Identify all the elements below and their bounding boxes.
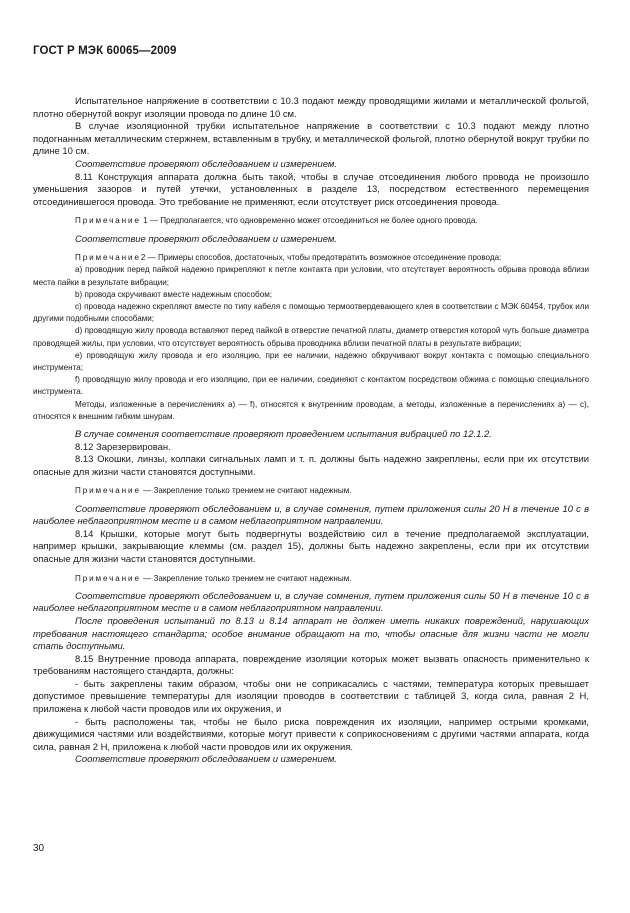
compliance-paragraph: Соответствие проверяют обследованием и измерением. bbox=[75, 158, 337, 170]
paragraph: В случае изоляционной трубки испытательное напряжение в соответствии с 10.3 подают между плотно подогнанным металлическим стержнем, вставленным в трубку, и металлической фольгой, плотно обернутой вокруг трубки по длине 10 см. bbox=[33, 121, 589, 158]
note-2 bbox=[33, 252, 589, 264]
note-label: Примечание bbox=[75, 486, 141, 496]
list-item: c) провода надежно скрепляют вместе по типу кабеля с помощью термоотвердевающего клея в соответствии с МЭК 60454, трубок или другими подобными способами; bbox=[33, 301, 589, 324]
list-item: d) проводящую жилу провода вставляют перед пайкой в отверстие печатной платы, диаметр отверстия которой чуть больше диаметра проводящей жилы, при условии, что отсутствует вероятность обрыва проводника вблизи печатной платы в результате вибрации; bbox=[33, 326, 589, 348]
compliance-paragraph: Соответствие проверяют обследованием и измерением. bbox=[75, 233, 337, 245]
list-item: a) проводник перед пайкой надежно прикрепляют к петле контакта при условии, что отсутствует вероятность обрыва провода вблизи места пайки в результате вибрации; bbox=[33, 265, 589, 287]
after-tests-paragraph: После проведения испытаний по 8.13 и 8.14 аппарат не должен иметь никаких повреждений, нарушающих требования настоящего стандарта; особое внимание обращают на то, чтобы опасные для жизни части не могли стать доступными. bbox=[33, 615, 589, 653]
note-text: — Закрепление только трением не считают надежным. bbox=[140, 486, 352, 496]
clause-8-11: 8.11 Конструкция аппарата должна быть такой, чтобы в случае отсоединения любого провода не произошло уменьшения зазоров и путей утечки, установленных в разделе 13, посредством естественного перемещения отсоединившегося провода. Это требование не применяют, если отсутствует риск отсоединения провода. bbox=[33, 171, 589, 208]
page-header: ГОСТ Р МЭК 60065—2009 bbox=[33, 45, 177, 57]
note-label: Примечание bbox=[75, 573, 141, 583]
clause-8-12: 8.12 Зарезервирован. bbox=[75, 441, 171, 453]
note-text: — Закрепление только трением не считают надежным. bbox=[140, 573, 352, 583]
methods-paragraph: Методы, изложенные в перечислениях а) — f), относятся к внутренним проводам, а методы, изложенные в перечислениях а) — с), относятся к внешним гибким шнурам. bbox=[33, 399, 589, 421]
note-text: 2 — Примеры способов, достаточных, чтобы предотвратить возможное отсоединение провода: bbox=[140, 253, 502, 263]
list-item: b) провода скручивают вместе надежным способом; bbox=[75, 289, 273, 299]
note-3 bbox=[33, 485, 589, 497]
paragraph: Испытательное напряжение в соответствии с 10.3 подают между проводящими жилами и металлической фольгой, плотно обернутой вокруг изоляции провода по длине 10 см. bbox=[33, 96, 589, 120]
compliance-paragraph: Соответствие проверяют обследованием и, в случае сомнения, путем приложения силы 20 Н в течение 10 с в наиболее неблагоприятном месте и в самом неблагоприятном направлении. bbox=[33, 503, 589, 528]
list-item: f) проводящую жилу провода и его изоляцию, при ее наличии, соединяют с контактом посредством обжима с помощью специального инструмента. bbox=[33, 375, 589, 397]
note-4 bbox=[33, 573, 589, 585]
body-text bbox=[33, 96, 589, 767]
note-1 bbox=[33, 215, 589, 227]
list-item: e) проводящую жилу провода и его изоляцию, при ее наличии, надежно обкручивают вокруг контакта с помощью специального инструмента; bbox=[33, 350, 589, 372]
requirement-item: - быть закреплены таким образом, чтобы они не соприкасались с частями, температура которых превышает допустимое превышение температуры для изоляции проводов в соответствии с таблицей 3, когда сила, равная 2 Н, приложена к любой части проводов или их окружения, и bbox=[33, 678, 589, 716]
compliance-paragraph: Соответствие проверяют обследованием и измерением. bbox=[75, 754, 337, 766]
note-label: Примечание bbox=[75, 216, 141, 226]
clause-8-15: 8.15 Внутренние провода аппарата, повреждение изоляции которых может вызвать опасность применительно к требованиям настоящего стандарта, должны: bbox=[33, 653, 589, 678]
note-text: 1 — Предполагается, что одновременно может отсоединиться не более одного провода. bbox=[140, 216, 478, 226]
compliance-paragraph: В случае сомнения соответствие проверяют проведением испытания вибрацией по 12.1.2. bbox=[75, 428, 492, 440]
note-label: Примечание bbox=[75, 253, 141, 263]
requirement-item: - быть расположены так, чтобы не было риска повреждения их изоляции, например острыми кромками, движущимися частями или воздействиями, которые могут привести к соприкосновениям с другими частями аппарата, когда сила, равная 2 Н, приложена к любой части проводов или их окружения. bbox=[33, 716, 589, 753]
clause-8-13: 8.13 Окошки, линзы, колпаки сигнальных ламп и т. п. должны быть надежно закреплены, если при их отсутствии опасные для жизни части становятся доступными. bbox=[33, 454, 589, 478]
clause-8-14: 8.14 Крышки, которые могут быть подвергнуты воздействию сил в течение предполагаемой эксплуатации, например крышки, закрывающие клеммы (см. раздел 15), должны быть надежно закреплены, если при их отсутствии опасные для жизни части становятся доступными. bbox=[33, 528, 589, 565]
compliance-paragraph: Соответствие проверяют обследованием и, в случае сомнения, путем приложения силы 50 Н в течение 10 с в наиболее неблагоприятном месте и в самом неблагоприятном направлении. bbox=[33, 590, 589, 615]
page-number: 30 bbox=[33, 843, 45, 854]
